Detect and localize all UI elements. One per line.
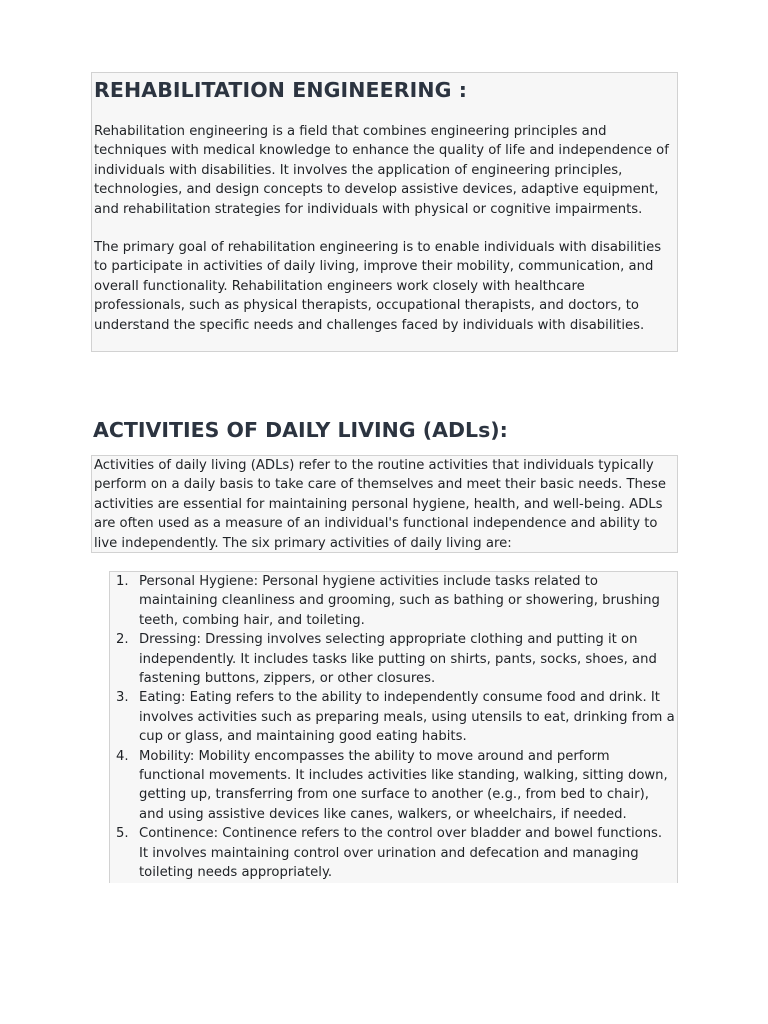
list-item-text: Personal Hygiene: Personal hygiene activities include tasks related to maintaining cleanliness and grooming, such as bathing or showering, brushing teeth, combing hair, and toileting.: [139, 574, 660, 628]
list-item-number: 2.: [116, 632, 129, 648]
adl-list-section: [109, 571, 678, 883]
list-item: [110, 747, 675, 825]
rehab-section: [91, 72, 678, 352]
adl-list: [110, 572, 675, 883]
list-item-text: Eating: Eating refers to the ability to independently consume food and drink. It involves activities such as preparing meals, using utensils to eat, drinking from a cup or glass, and maintaining good eating habits.: [139, 690, 675, 745]
rehab-paragraph-1: Rehabilitation engineering is a field that combines engineering principles and techniques with medical knowledge to enhance the quality of life and independence of individuals with disabilities. It involves the application of engineering principles, technologies, and design concepts to develop assistive devices, adaptive equipment, and rehabilitation strategies for individuals with physical or cognitive impairments.: [94, 124, 669, 217]
rehab-paragraph-2: The primary goal of rehabilitation engineering is to enable individuals with disabilities to participate in activities of daily living, improve their mobility, communication, and overall functionality. Rehabilitation engineers work closely with healthcare professionals, such as physical therapists, occupational therapists, and doctors, to understand the specific needs and challenges faced by individuals with disabilities.: [94, 240, 662, 333]
list-item-text: Mobility: Mobility encompasses the ability to move around and perform functional movements. It includes activities like standing, walking, sitting down, getting up, transferring from one surface to another (e.g., from bed to chair), and using assistive devices like canes, walkers, or wheelchairs, if needed.: [139, 748, 668, 822]
rehab-title: REHABILITATION ENGINEERING :: [94, 78, 468, 102]
list-item-text: Continence: Continence refers to the control over bladder and bowel functions. It involves maintaining control over urination and defecation and managing toileting needs appropriately.: [139, 826, 663, 881]
list-item: [110, 688, 675, 746]
list-item-number: 4.: [116, 748, 129, 764]
adl-title: ACTIVITIES OF DAILY LIVING (ADLs):: [93, 418, 508, 442]
adl-intro-paragraph: Activities of daily living (ADLs) refer to the routine activities that individuals typically perform on a daily basis to take care of themselves and meet their basic needs. These activities are essential for maintaining personal hygiene, health, and well-being. ADLs are often used as a measure of an individual's functional independence and ability to live independently. The six primary activities of daily living are:: [94, 458, 667, 551]
list-item-number: 1.: [116, 574, 129, 589]
list-item: [110, 824, 675, 882]
list-item: [110, 572, 675, 630]
list-item-number: 5.: [116, 826, 129, 842]
list-item: [110, 630, 675, 688]
adl-intro-section: [91, 455, 678, 553]
list-item-number: 3.: [116, 690, 129, 706]
list-item-text: Dressing: Dressing involves selecting appropriate clothing and putting it on independently. It includes tasks like putting on shirts, pants, socks, shoes, and fastening buttons, zippers, or other closures.: [139, 632, 657, 687]
